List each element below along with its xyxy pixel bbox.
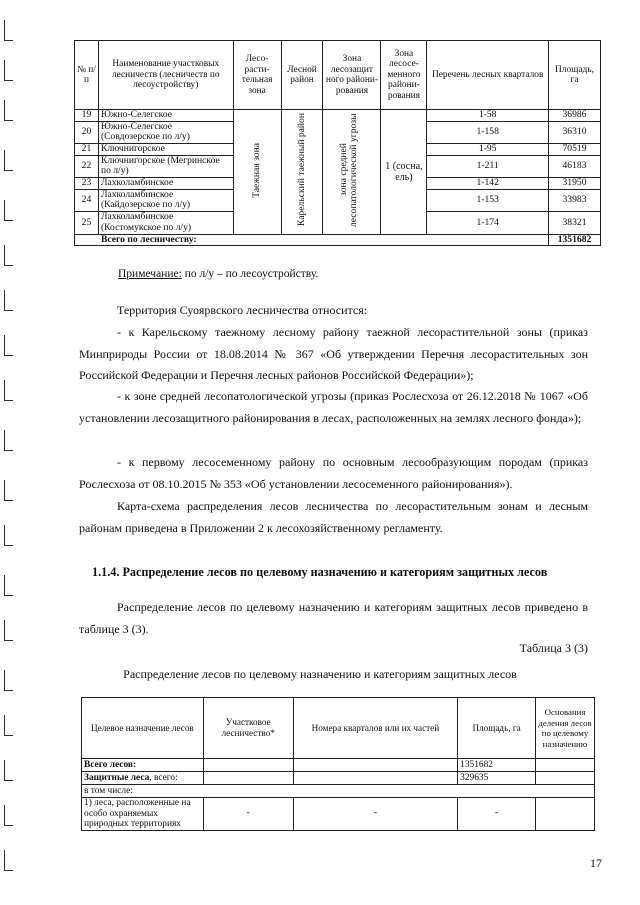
table-header-row [82,698,595,759]
table-row: 25 Лахколамбинское (Костомукское по л/у) 1-174 38321 [75,212,601,234]
table-row: Защитные леса, всего: 329635 [82,772,595,785]
header-purpose: Целевое назначение лесов [82,698,204,759]
header-quarters: Номера кварталов или их частей [293,698,458,759]
zone-cell: Таежная зона [233,110,281,235]
header-no: № п/п [75,41,99,110]
paragraph: Территория Суоярвского лесничества относится: [117,303,368,317]
header-region: Лесной район [281,41,323,110]
section-heading: 1.1.4. Распределение лесов по целевому назначению и категориям защитных лесов [92,565,548,579]
header-protection: Зона лесозащит ного райони-рования [323,41,381,110]
forest-region-cell: Карельский таежный район [281,110,323,235]
table-row: 21 Ключнигорское 1-95 70519 [75,144,601,156]
table-row: 22 Ключнигорское (Мегринское по л/у) 1-211 46183 [75,155,601,177]
table-total-row: Всего по лесничеству: 1351682 [75,234,601,246]
table-row: 20 Южно-Селегское (Совдозерское по л/у) 1-158 36310 [75,121,601,143]
page-number: 17 [590,856,602,870]
header-name: Наименование участковых лесничеств (лесничеств по лесоустройству) [98,41,233,110]
paragraph: - к Карельскому таежному лесному району таежной лесорастительной зоны (приказ Минприроды России от 18.08.2014 № 367 «Об утверждении Перечня лесорастительных зон Российской Федерации и Перечня лесных районов Российской Федерации»); [79,325,588,382]
table-row: 24 Лахколамбинское (Кайдозерское по л/у) 1-153 33983 [75,189,601,211]
header-zone: Лесо-расти-тельная зона [233,41,281,110]
header-quarters: Перечень лесных кварталов [427,41,549,110]
table-header-row [75,41,601,110]
header-district: Участковое лесничество* [203,698,293,759]
table-caption: Таблица 3 (3) [519,641,588,655]
table-row: 1) леса, расположенные на особо охраняемых природных территориях - - - [82,798,595,831]
header-area: Площадь, га [458,698,536,759]
table-title: Распределение лесов по целевому назначению и категориям защитных лесов [123,667,517,681]
table-row: в том числе: [82,785,595,798]
header-area: Площадь, га [548,41,600,110]
header-basis: Основания деления лесов по целевому назначению [536,698,595,759]
paragraph: - к зоне средней лесопатологической угрозы (приказ Рослесхоза от 26.12.2018 № 1067 «Об установлении лесозащитного районирования в лесах, расположенных на землях лесного фонда»); [79,389,588,425]
table-row: 23 Лахколамбинское 1-142 31950 [75,178,601,190]
seed-zone-cell: 1 (сосна, ель) [381,110,427,235]
table-note: Примечание: по л/у – по лесоустройству. [118,268,319,280]
forestry-districts-table [74,40,601,246]
forest-purpose-table [81,697,595,831]
paragraph: - к первому лесосеменному району по основным лесообразующим породам (приказ Рослесхоза от 08.10.2015 № 353 «Об установлении лесосеменного районирования»). [79,455,588,491]
protection-zone-cell: зона средней лесопатологической угрозы [323,110,381,235]
table-row: 19 Южно-Селегское Таежная зона Карельский таежный район зона средней лесопатологической угрозы 1 (сосна, ель) 1-58 36986 [75,110,601,122]
paragraph: Карта-схема распределения лесов лесничества по лесорастительным зонам и лесным районам приведена в Приложении 2 к лесохозяйственному регламенту. [79,499,588,535]
paragraph: Распределение лесов по целевому назначению и категориям защитных лесов приведено в таблице 3 (3). [79,600,588,636]
binder-marks [4,0,18,905]
header-seed: Зона лесосе-менного райони-рования [381,41,427,110]
table-row: Всего лесов: 1351682 [82,759,595,772]
